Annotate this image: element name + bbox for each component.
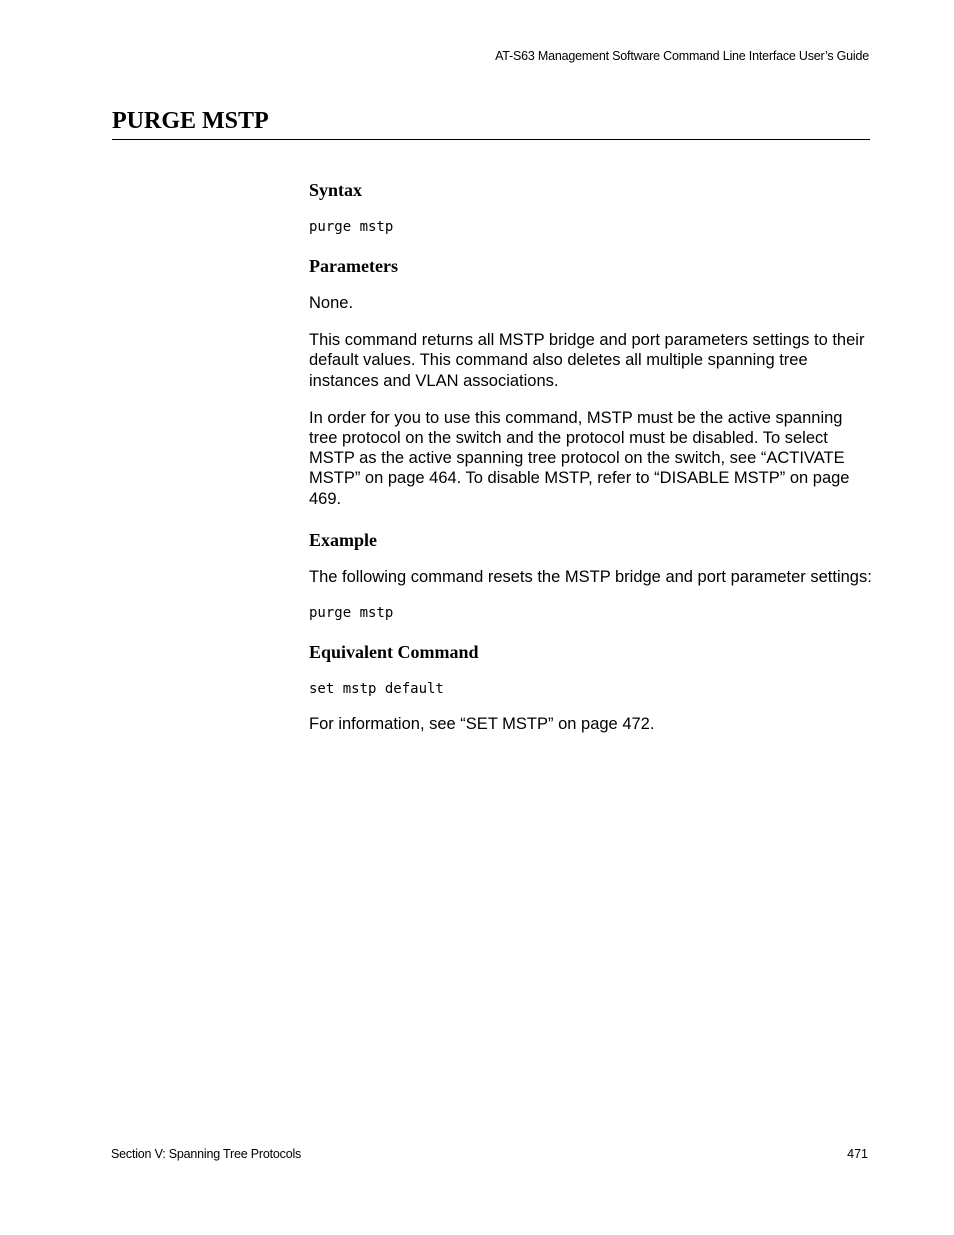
syntax-code: purge mstp: [309, 219, 394, 235]
content-body: [309, 178, 875, 734]
example-description: The following command resets the MSTP bridge and port parameter settings:: [309, 567, 872, 586]
footer-section-title: Section V: Spanning Tree Protocols: [111, 1147, 302, 1161]
parameters-none: None.: [309, 294, 354, 312]
footer-page-number: 471: [847, 1147, 868, 1161]
equivalent-command-heading: Equivalent Command: [309, 642, 479, 663]
parameters-heading: Parameters: [309, 256, 398, 276]
syntax-heading: Syntax: [309, 180, 363, 200]
command-note: In order for you to use this command, MSTP must be the active spanning tree protocol on the switch and the protocol must be disabled. To select MSTP as the active spanning tree protocol on the switch, see “ACTIVATE MSTP” on page 464. To disable MSTP, refer to “DISABLE MSTP” on page 469.: [309, 408, 850, 508]
running-header: AT-S63 Management Software Command Line Interface User’s Guide: [495, 49, 869, 63]
equivalent-command-reference: For information, see “SET MSTP” on page 472.: [309, 715, 655, 734]
example-code: purge mstp: [309, 605, 394, 622]
example-heading: Example: [309, 529, 378, 550]
title-rule: [112, 139, 870, 140]
page-title: PURGE MSTP: [112, 108, 269, 134]
equivalent-command-code: set mstp default: [309, 681, 444, 698]
command-description: This command returns all MSTP bridge and port parameters settings to their default values. This command also deletes all multiple spanning tree instances and VLAN associations.: [309, 331, 865, 390]
